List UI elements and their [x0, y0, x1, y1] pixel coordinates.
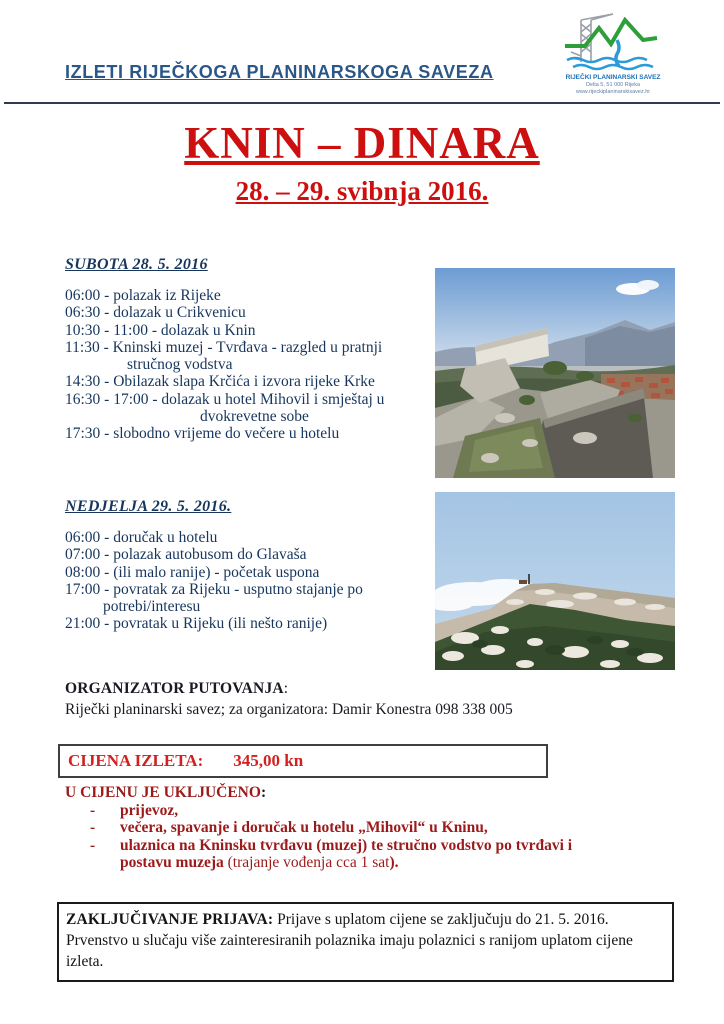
knin-fortress-photo — [435, 268, 675, 478]
club-logo-website: www.rijeckiplaninarskisavez.hr — [575, 89, 651, 95]
signup-text: Prijave s uplatom cijene se zaključuju do 21. 5. 2016. Prvenstvo u slučaju više zainteresiranih polaznika imaju polaznici s ranijom uplatom cijene izleta. — [66, 911, 633, 970]
schedule-line: 06:00 - doručak u hotelu — [65, 529, 218, 546]
signup-deadline-box — [57, 902, 674, 982]
saturday-section — [65, 256, 445, 443]
title-block — [0, 118, 724, 208]
sunday-schedule — [65, 529, 445, 633]
price-box — [58, 744, 548, 778]
club-logo-icon — [559, 12, 667, 74]
signup-heading: ZAKLJUČIVANJE PRIJAVA: — [66, 911, 274, 928]
schedule-line: stručnog vodstva — [127, 356, 233, 374]
schedule-line: 11:30 - Kninski muzej - Tvrđava - razgled u pratnji — [65, 338, 383, 356]
club-logo-address: Delta 5, 51 000 Rijeka — [585, 82, 641, 88]
schedule-line: dvokrevetne sobe — [200, 408, 309, 426]
price-value: 345,00 kn — [233, 751, 304, 770]
trip-dates: 28. – 29. svibnja 2016. — [235, 176, 489, 206]
schedule-line: potrebi/interesu — [103, 598, 201, 616]
trip-title: KNIN – DINARA — [184, 118, 540, 168]
saturday-heading: SUBOTA 28. 5. 2016 — [65, 256, 208, 273]
sunday-section — [65, 498, 445, 633]
schedule-line: 06:00 - polazak iz Rijeke — [65, 287, 221, 304]
schedule-line: 21:00 - povratak u Rijeku (ili nešto ranije) — [65, 615, 328, 633]
organizer-block — [65, 678, 665, 720]
included-section — [65, 784, 625, 872]
schedule-line: 08:00 - (ili malo ranije) - početak uspona — [65, 563, 320, 581]
schedule-line: 17:00 - povratak za Rijeku - usputno stajanje po — [65, 580, 363, 598]
organizer-details: Riječki planinarski savez; za organizatora: Damir Konestra 098 338 005 — [65, 701, 513, 718]
dash-bullet: - — [90, 836, 96, 854]
included-item-1: - prijevoz, — [90, 801, 179, 819]
schedule-line: 17:30 - slobodno vrijeme do večere u hotelu — [65, 425, 340, 443]
price-label: CIJENA IZLETA: — [68, 751, 204, 770]
schedule-line: 07:00 - polazak autobusom do Glavaša — [65, 546, 307, 564]
dinara-mountain-photo — [435, 492, 675, 670]
club-logo-name: RIJEČKI PLANINARSKI SAVEZ — [565, 74, 661, 81]
document-header-title: IZLETI RIJEČKOGA PLANINARSKOGA SAVEZA — [65, 62, 494, 82]
club-logo — [556, 12, 670, 96]
schedule-line: 10:30 - 11:00 - dolazak u Knin — [65, 321, 256, 339]
included-heading: U CIJENU JE UKLJUČENO: — [65, 784, 267, 801]
included-item-2: - večera, spavanje i doručak u hotelu „Mihovil“ u Kninu, — [90, 819, 488, 836]
schedule-line: 14:30 - Obilazak slapa Krčića i izvora rijeke Krke — [65, 373, 375, 391]
saturday-schedule — [65, 287, 445, 443]
included-item-3: - ulaznica na Kninsku tvrđavu (muzej) te stručno vodstvo po tvrđavi i postavu muzeja (trajanje vođenja cca 1 sat). — [90, 836, 573, 871]
header-divider — [4, 102, 720, 104]
schedule-line: 06:30 - dolazak u Crikvenicu — [65, 304, 246, 322]
schedule-line: 16:30 - 17:00 - dolazak u hotel Mihovil i smještaj u — [65, 390, 385, 408]
dash-bullet: - — [90, 801, 96, 819]
sunday-heading: NEDJELJA 29. 5. 2016. — [65, 498, 232, 515]
dash-bullet: - — [90, 819, 96, 836]
organizer-heading: ORGANIZATOR PUTOVANJA: — [65, 680, 289, 697]
